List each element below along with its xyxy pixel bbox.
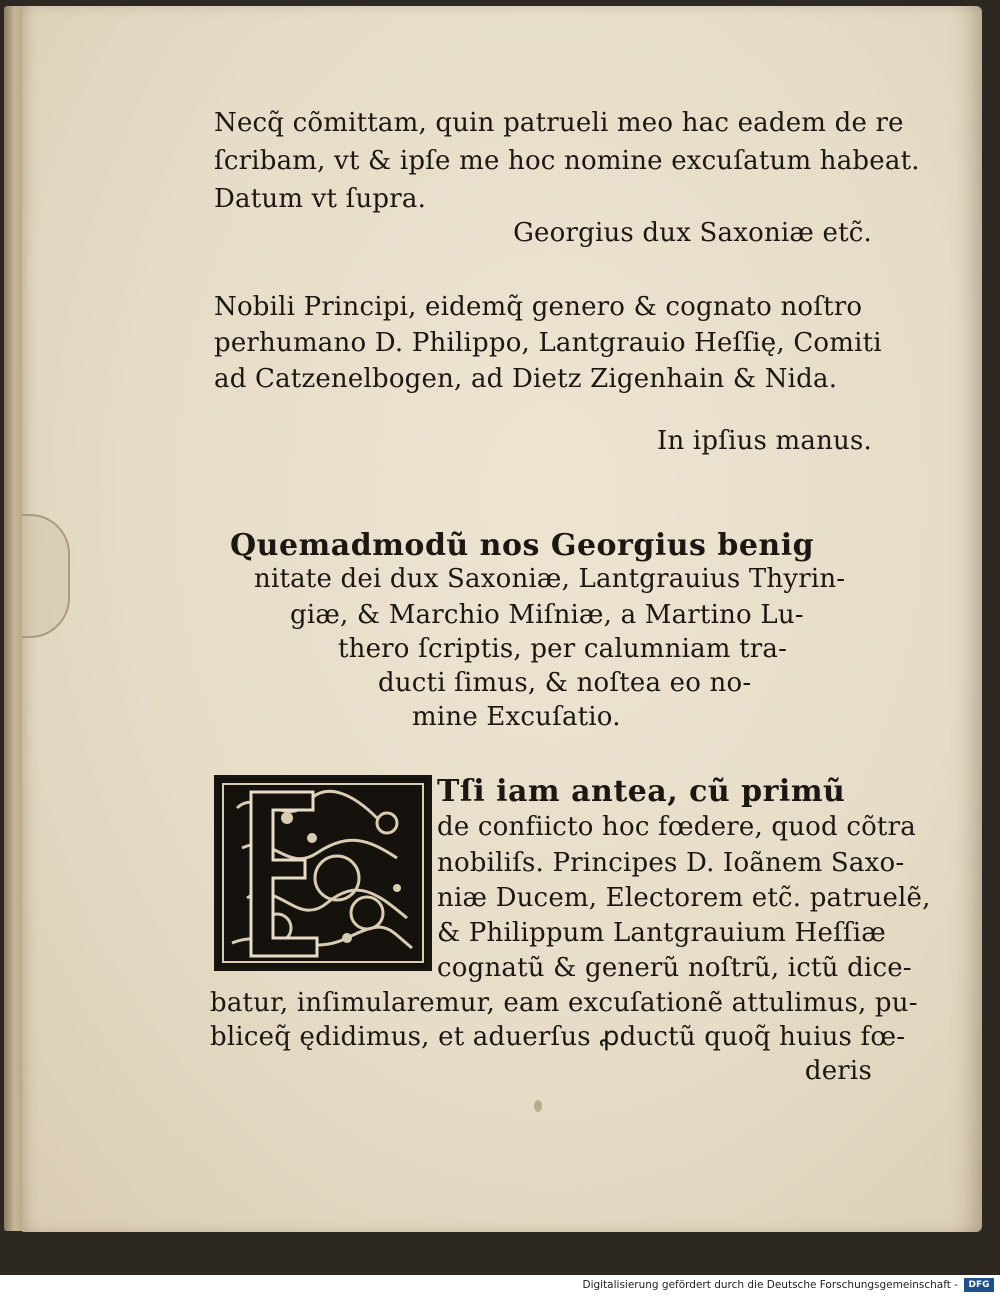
body-line: & Philippum Lantgrauium Heſſiæ bbox=[437, 918, 886, 948]
paper-spot bbox=[534, 1100, 542, 1112]
footer-text: Digitalisierung gefördert durch die Deutsche Forschungsgemeinschaft - bbox=[582, 1279, 958, 1291]
body-line: niæ Ducem, Electorem etc̃. patruelẽ, bbox=[437, 883, 931, 913]
address-line: ad Catzenelbogen, ad Dietz Zigenhain & Nida. bbox=[214, 364, 838, 394]
body-line: nobiliſs. Principes D. Ioãnem Saxo- bbox=[437, 848, 905, 878]
section-title-line: ducti ſimus, & noſtea eo no- bbox=[378, 668, 752, 698]
section-title-line: Quemadmodũ nos Georgius benig bbox=[230, 528, 815, 563]
body-line: bliceq̃ ędidimus, et aduerſus ꝓductũ quoq̃ huius fœ- bbox=[210, 1022, 906, 1052]
book-page bbox=[22, 6, 982, 1232]
section-title-line: giæ, & Marchio Miſniæ, a Martino Lu- bbox=[290, 600, 804, 630]
body-line: Tſi iam antea, cũ primũ bbox=[437, 774, 846, 809]
body-line: deris bbox=[804, 1056, 872, 1086]
text-line: ſcribam, vt & ipſe me hoc nomine excuſatum habeat. bbox=[214, 146, 920, 176]
page-clip bbox=[22, 514, 70, 638]
text-line: Necq̃ cõmittam, quin patrueli meo hac eadem de re bbox=[214, 108, 904, 138]
signature-line: Georgius dux Saxoniæ etc̃. bbox=[513, 218, 872, 248]
attribution-footer bbox=[0, 1275, 1000, 1296]
body-line: batur, inſimularemur, eam excuſationẽ attulimus, pu- bbox=[210, 988, 918, 1018]
address-line: perhumano D. Philippo, Lantgrauio Heſſię, Comiti bbox=[214, 328, 882, 358]
section-title-line: thero ſcriptis, per calumniam tra- bbox=[338, 634, 788, 664]
address-line: Nobili Principi, eidemq̃ genero & cognato noſtro bbox=[214, 292, 863, 322]
section-title-line: nitate dei dux Saxoniæ, Lantgrauius Thyrin- bbox=[254, 564, 846, 594]
woodcut-initial-icon bbox=[217, 778, 429, 968]
delivery-line: In ipſius manus. bbox=[657, 426, 872, 456]
text-line: Datum vt ſupra. bbox=[214, 184, 427, 214]
decorated-initial-e-image bbox=[214, 775, 432, 971]
body-line: de confiicto hoc fœdere, quod cõtra bbox=[437, 812, 916, 842]
section-title-line: mine Excuſatio. bbox=[412, 702, 621, 732]
body-line: cognatũ & generũ noſtrũ, ictũ dice- bbox=[437, 953, 912, 983]
dfg-logo[interactable]: DFG bbox=[964, 1278, 994, 1292]
